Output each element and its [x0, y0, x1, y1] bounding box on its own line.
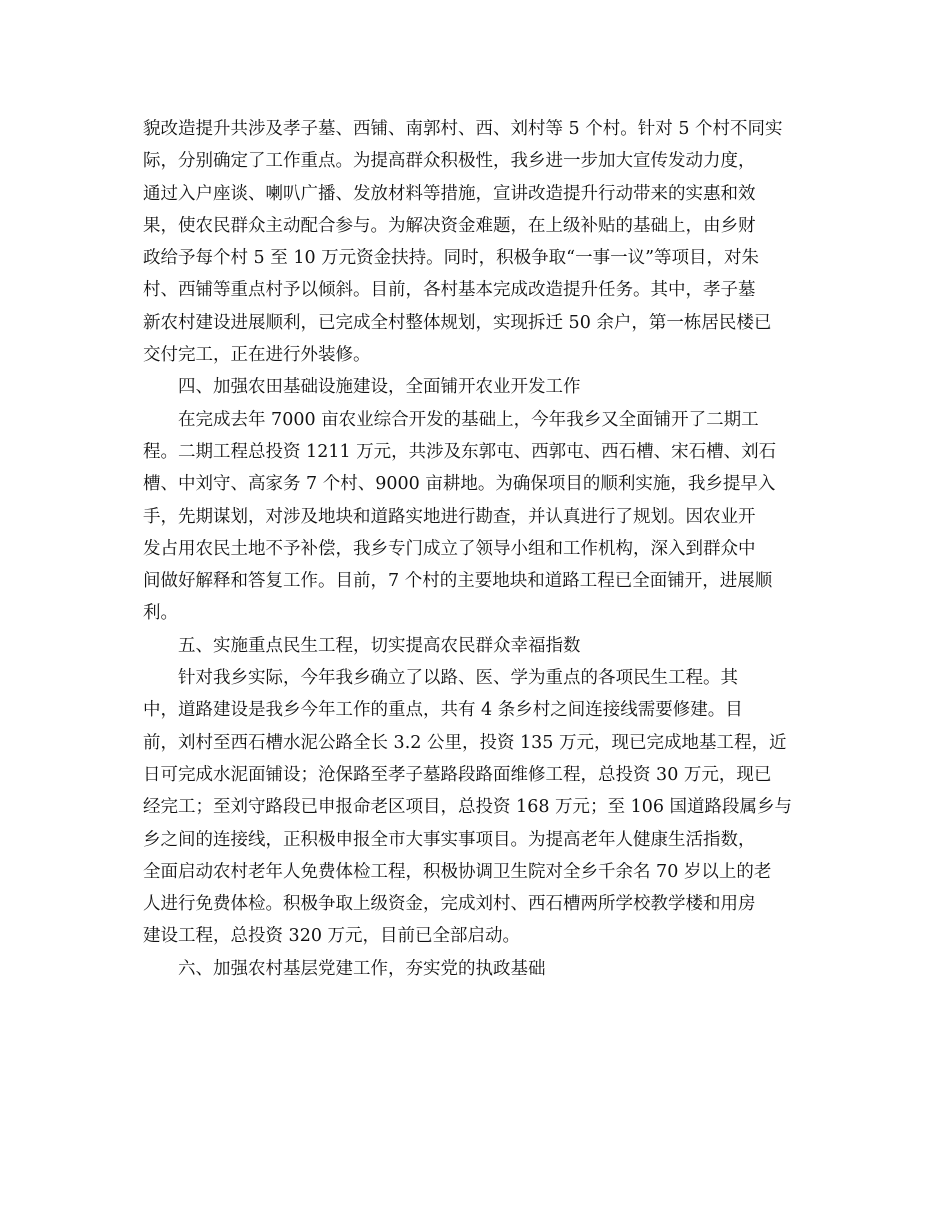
text-line: 槽、中刘守、高家务 7 个村、9000 亩耕地。为确保项目的顺利实施，我乡提早入 [143, 474, 776, 495]
text-line: 乡之间的连接线，正积极申报全市大事实事项目。为提高老年人健康生活指数， [143, 829, 756, 850]
text-line: 间做好解释和答复工作。目前，7 个村的主要地块和道路工程已全面铺开，进展顺 [143, 571, 773, 592]
text-line: 手，先期谋划，对涉及地块和道路实地进行勘查，并认真进行了规划。因农业开 [143, 506, 756, 527]
document-page [143, 113, 813, 985]
text-line: 程。二期工程总投资 1211 万元，共涉及东郭屯、西郭屯、西石槽、宋石槽、刘石 [143, 441, 777, 462]
text-line: 经完工；至刘守路段已申报命老区项目，总投资 168 万元；至 106 国道路段属乡与 [143, 797, 793, 818]
text-line: 人进行免费体检。积极争取上级资金，完成刘村、西石槽两所学校教学楼和用房 [143, 894, 756, 915]
text-line: 发占用农民土地不予补偿，我乡专门成立了领导小组和工作机构，深入到群众中 [143, 538, 756, 559]
text-line: 村、西铺等重点村予以倾斜。目前，各村基本完成改造提升任务。其中，孝子墓 [143, 280, 756, 301]
text-line: 日可完成水泥面铺设；沧保路至孝子墓路段路面维修工程，总投资 30 万元，现已 [143, 764, 772, 785]
paragraph-start-line: 四、加强农田基础设施建设，全面铺开农业开发工作 [178, 377, 581, 398]
text-line: 政给予每个村 5 至 10 万元资金扶持。同时，积极争取“一事一议”等项目，对朱 [143, 248, 760, 269]
text-line: 交付完工，正在进行外装修。 [143, 345, 371, 366]
text-line: 前，刘村至西石槽水泥公路全长 3.2 公里，投资 135 万元，现已完成地基工程，近 [143, 732, 787, 753]
paragraph-start-line: 六、加强农村基层党建工作，夯实党的执政基础 [178, 958, 546, 979]
text-line: 建设工程，总投资 320 万元，目前已全部启动。 [143, 926, 521, 947]
text-line: 果，使农民群众主动配合参与。为解决资金难题，在上级补贴的基础上，由乡财 [143, 215, 756, 236]
text-line: 全面启动农村老年人免费体检工程，积极协调卫生院对全乡千余名 70 岁以上的老 [143, 861, 772, 882]
text-line: 中，道路建设是我乡今年工作的重点，共有 4 条乡村之间连接线需要修建。目 [143, 700, 743, 721]
text-line: 新农村建设进展顺利，已完成全村整体规划，实现拆迁 50 余户，第一栋居民楼已 [143, 312, 772, 333]
text-line: 貌改造提升共涉及孝子墓、西铺、南郭村、西、刘村等 5 个村。针对 5 个村不同实 [143, 119, 783, 139]
paragraph-start-line: 在完成去年 7000 亩农业综合开发的基础上，今年我乡又全面铺开了二期工 [178, 409, 759, 430]
text-line: 际，分别确定了工作重点。为提高群众积极性，我乡进一步加大宣传发动力度， [143, 151, 756, 172]
paragraph-start-line: 五、实施重点民生工程，切实提高农民群众幸福指数 [178, 635, 581, 656]
text-line: 通过入户座谈、喇叭广播、发放材料等措施，宣讲改造提升行动带来的实惠和效 [143, 183, 756, 204]
text-line: 利。 [143, 603, 178, 624]
paragraph-start-line: 针对我乡实际，今年我乡确立了以路、医、学为重点的各项民生工程。其 [178, 668, 738, 689]
